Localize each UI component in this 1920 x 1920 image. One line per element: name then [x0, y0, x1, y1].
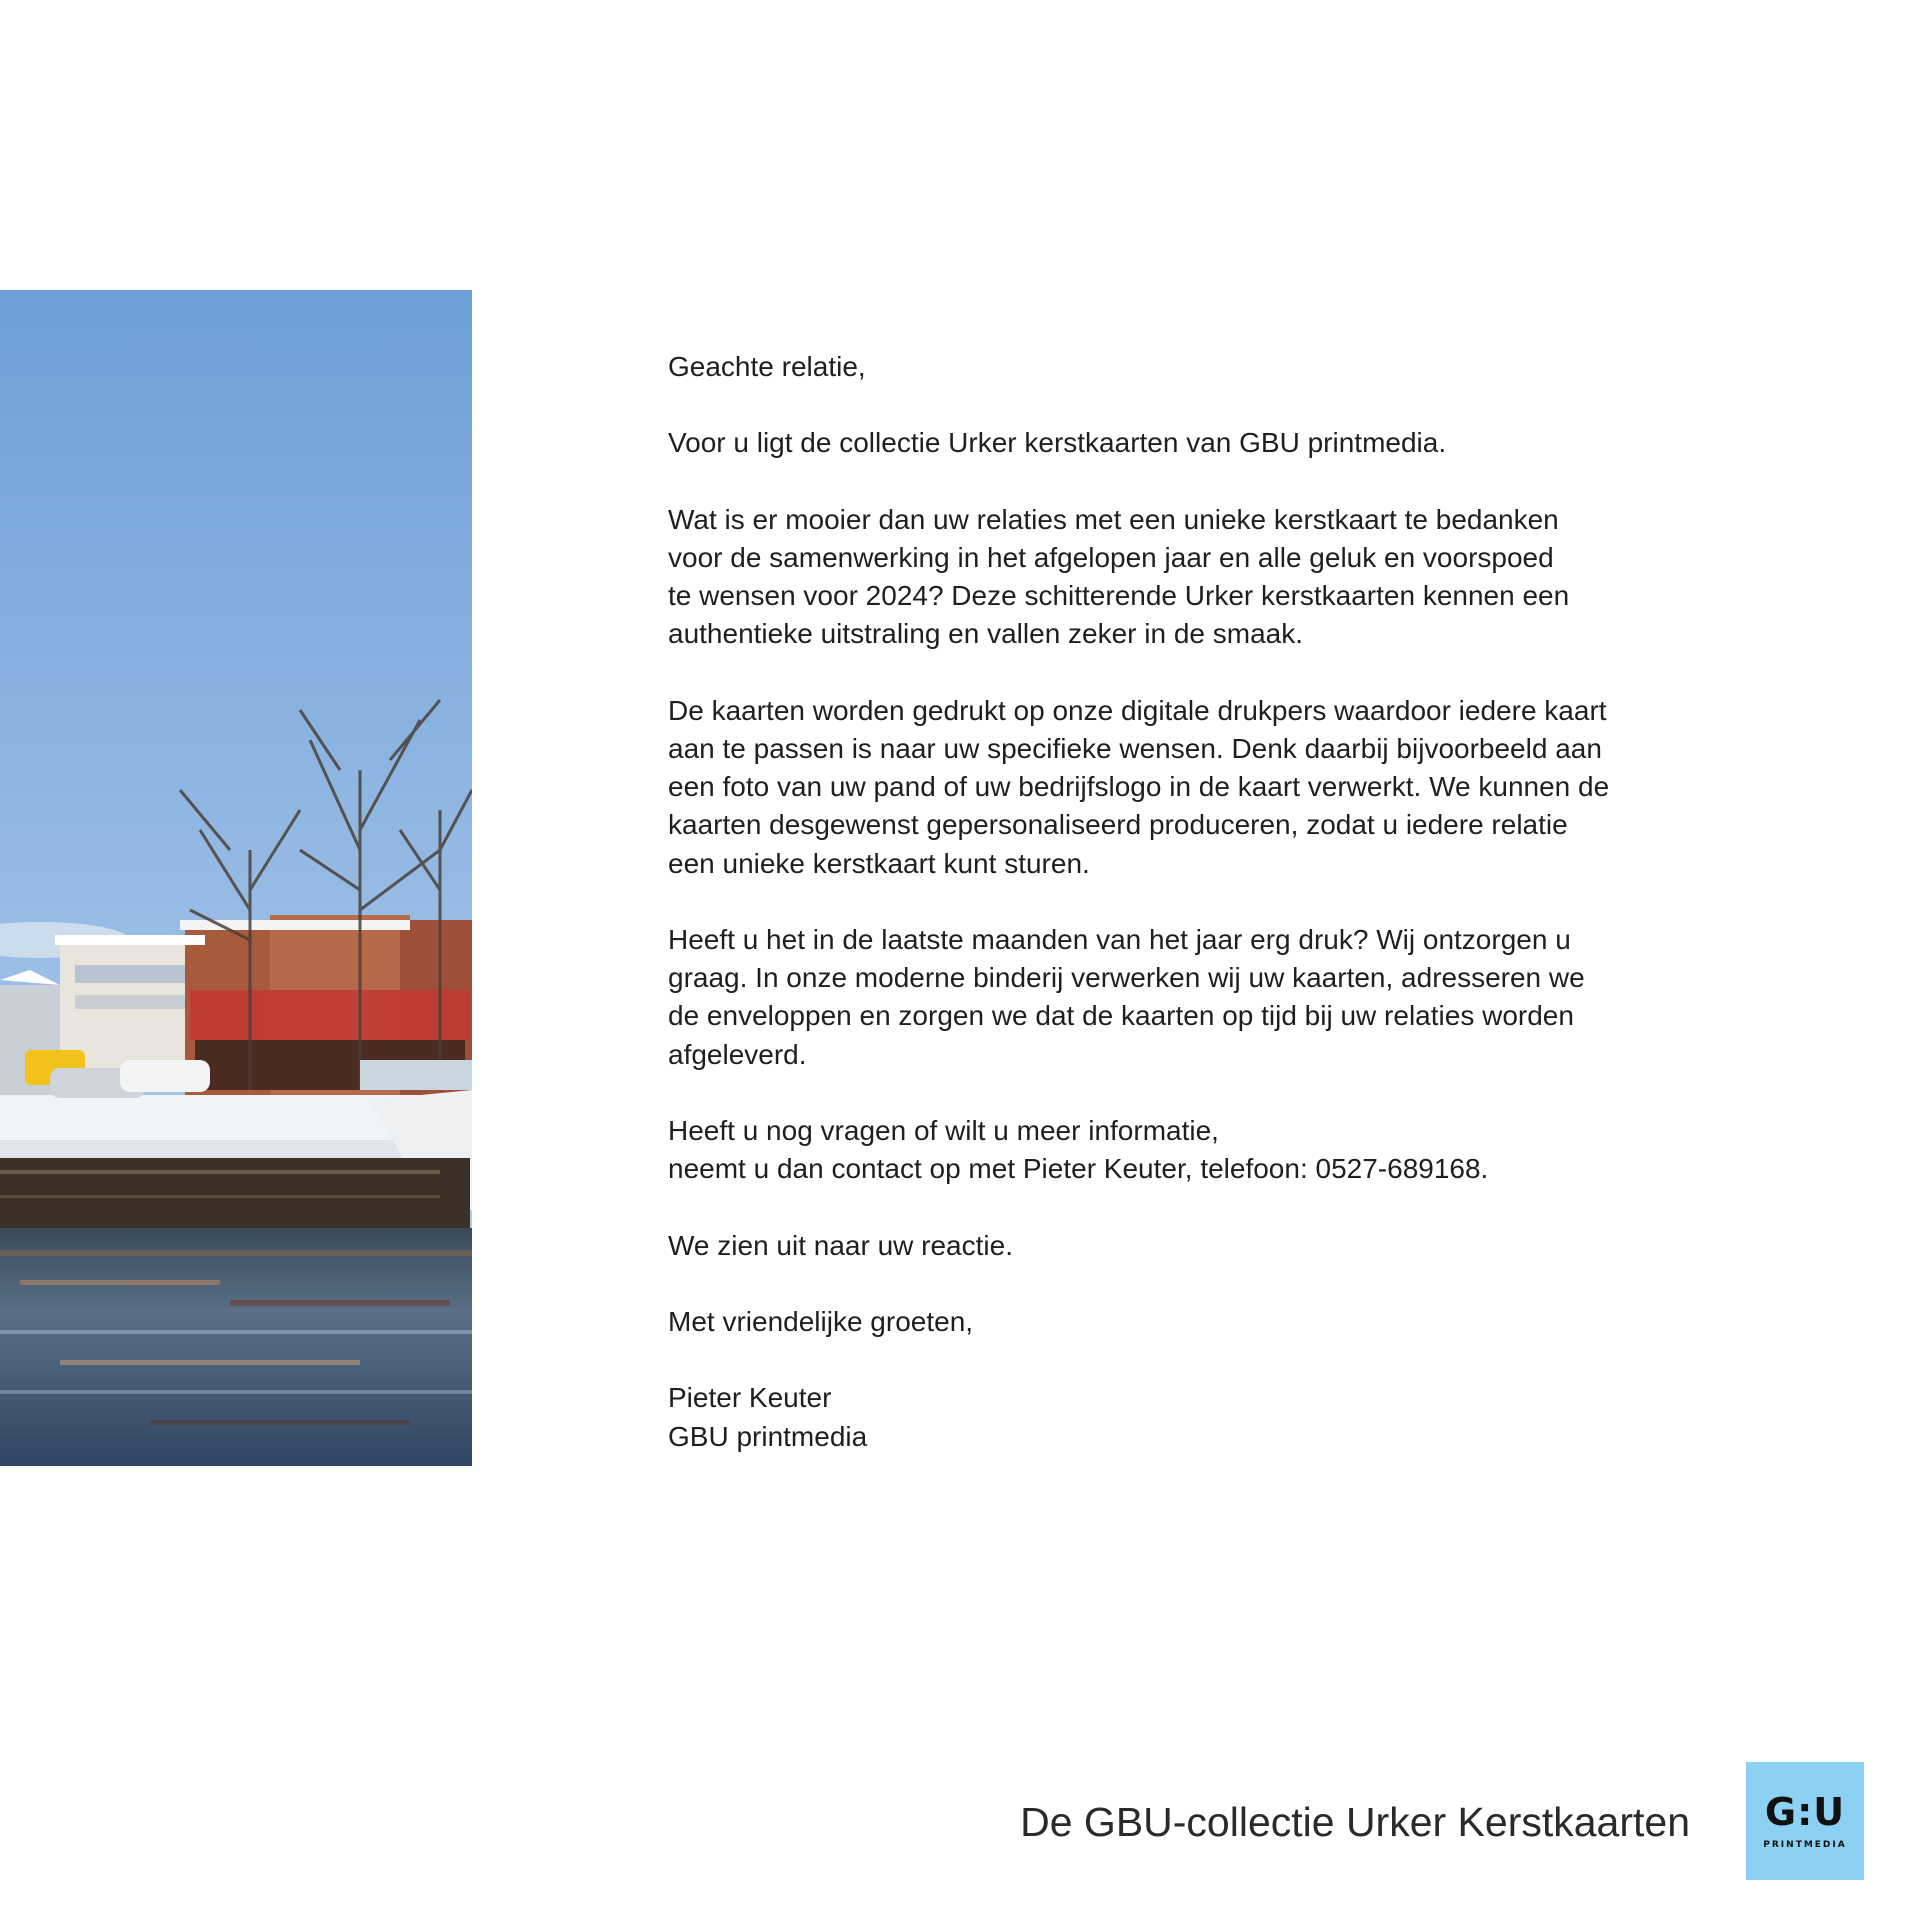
closing-line: We zien uit naar uw reactie. — [668, 1229, 1013, 1261]
footer-title: De GBU-collectie Urker Kerstkaarten — [1020, 1799, 1690, 1845]
paragraph-contact: Heeft u nog vragen of wilt u meer informatie, neemt u dan contact op met Pieter Keuter, telefoon: 0527-689168. — [668, 1114, 1489, 1185]
paragraph-thanks: Wat is er mooier dan uw relaties met een unieke kerstkaart te bedanken voor de samenwerking in het afgelopen jaar en alle geluk en voorspoed te wensen voor 2024? Deze schitterende Urker kerstkaarten kennen een authentieke uitstraling en vallen zeker in de smaak. — [668, 503, 1570, 650]
paragraph-service: Heeft u het in de laatste maanden van het jaar erg druk? Wij ontzorgen u graag. In onze moderne binderij verwerken wij uw kaarten, adresseren we de enveloppen en zorgen we dat de kaarten op tijd bij uw relaties worden afgeleverd. — [668, 923, 1585, 1070]
regards-line: Met vriendelijke groeten, — [668, 1305, 974, 1337]
letter-body — [668, 348, 1768, 1494]
logo-mark: G:U — [1764, 1790, 1846, 1834]
intro-paragraph: Voor u ligt de collectie Urker kerstkaarten van GBU printmedia. — [668, 427, 1447, 459]
harbour-photo — [0, 290, 472, 1466]
signature: Pieter Keuter GBU printmedia — [668, 1382, 868, 1452]
salutation: Geachte relatie, — [668, 351, 866, 382]
gbu-logo — [1746, 1762, 1864, 1880]
logo-subtitle: PRINTMEDIA — [1763, 1840, 1847, 1850]
paragraph-printing: De kaarten worden gedrukt op onze digitale drukpers waardoor iedere kaart aan te passen is naar uw specifieke wensen. Denk daarbij bijvoorbeeld aan een foto van uw pand of uw bedrijfslogo in de kaart verwerkt. We kunnen de kaarten desgewenst gepersonaliseerd produceren, zodat u iedere relatie een unieke kerstkaart kunt sturen. — [668, 694, 1610, 879]
